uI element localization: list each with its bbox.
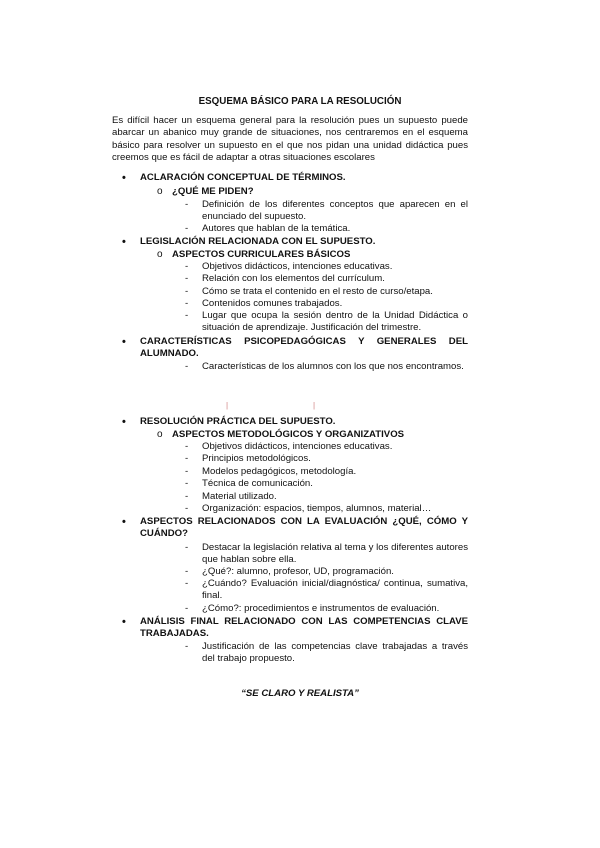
list-item: - Autores que hablan de la temática. xyxy=(185,223,351,234)
circle-bullet-icon: o xyxy=(157,249,163,260)
dash-bullet-icon: - xyxy=(185,542,189,553)
list-item: - Objetivos didácticos, intenciones educativas. xyxy=(185,261,393,272)
list-item: - Definición de los diferentes conceptos que aparecen en el enunciado del supuesto. xyxy=(185,199,468,223)
list-item: - ¿Cuándo? Evaluación inicial/diagnóstica/ continua, sumativa, final. xyxy=(185,578,468,602)
list-item: - Destacar la legislación relativa al tema y los diferentes autores que hablan sobre ella. xyxy=(185,542,468,566)
section-heading: • ASPECTOS RELACIONADOS CON LA EVALUACIÓN ¿QUÉ, CÓMO Y CUÁNDO? xyxy=(122,516,468,540)
dash-bullet-icon: - xyxy=(185,566,189,577)
dash-bullet-icon: - xyxy=(185,478,189,489)
circle-bullet-icon: o xyxy=(157,429,163,440)
dash-bullet-icon: - xyxy=(185,503,189,514)
dash-bullet-icon: - xyxy=(185,578,189,589)
dash-bullet-icon: - xyxy=(185,491,189,502)
list-item: - Relación con los elementos del currículum. xyxy=(185,273,385,284)
bullet-icon: • xyxy=(122,236,126,248)
bullet-icon: • xyxy=(122,336,126,348)
list-item: - Técnica de comunicación. xyxy=(185,478,313,489)
list-item: - Cómo se trata el contenido en el resto de curso/etapa. xyxy=(185,286,433,297)
dash-bullet-icon: - xyxy=(185,261,189,272)
dash-bullet-icon: - xyxy=(185,223,189,234)
dash-bullet-icon: - xyxy=(185,199,189,210)
dash-bullet-icon: - xyxy=(185,441,189,452)
circle-bullet-icon: o xyxy=(157,186,163,197)
list-item: - ¿Cómo?: procedimientos e instrumentos de evaluación. xyxy=(185,603,440,614)
list-item: - ¿Qué?: alumno, profesor, UD, programación. xyxy=(185,566,394,577)
dash-bullet-icon: - xyxy=(185,273,189,284)
dash-bullet-icon: - xyxy=(185,466,189,477)
intro-paragraph: Es difícil hacer un esquema general para la resolución pues un supuesto puede abarcar un abanico muy grande de situaciones, nos centraremos en el esquema básico para resolver un supuesto en el que nos pidan una unidad didáctica pues creemos que es fácil de adaptar a otras situaciones escolares xyxy=(112,115,468,164)
bullet-icon: • xyxy=(122,172,126,184)
subheading: o ¿QUÉ ME PIDEN? xyxy=(157,186,254,197)
bullet-icon: • xyxy=(122,516,126,528)
section-heading: • ACLARACIÓN CONCEPTUAL DE TÉRMINOS. xyxy=(122,172,346,184)
page-title: ESQUEMA BÁSICO PARA LA RESOLUCIÓN xyxy=(198,96,402,107)
dash-bullet-icon: - xyxy=(185,453,189,464)
list-item: - Objetivos didácticos, intenciones educativas. xyxy=(185,441,393,452)
dash-bullet-icon: - xyxy=(185,361,189,372)
list-item: - Características de los alumnos con los que nos encontramos. xyxy=(185,361,464,372)
section-heading: • RESOLUCIÓN PRÁCTICA DEL SUPUESTO. xyxy=(122,416,336,428)
bullet-icon: • xyxy=(122,416,126,428)
list-item: - Modelos pedagógicos, metodología. xyxy=(185,466,357,477)
dash-bullet-icon: - xyxy=(185,603,189,614)
list-item: - Justificación de las competencias clave trabajadas a través del trabajo propuesto. xyxy=(185,641,468,665)
list-item: - Lugar que ocupa la sesión dentro de la Unidad Didáctica o situación de aprendizaje. Justificación del trimestre. xyxy=(185,310,468,334)
list-item: - Contenidos comunes trabajados. xyxy=(185,298,343,309)
dash-bullet-icon: - xyxy=(185,286,189,297)
stray-mark: | xyxy=(313,401,316,410)
closing-quote: “SE CLARO Y REALISTA” xyxy=(241,688,359,699)
section-heading: • LEGISLACIÓN RELACIONADA CON EL SUPUESTO. xyxy=(122,236,376,248)
dash-bullet-icon: - xyxy=(185,310,189,321)
dash-bullet-icon: - xyxy=(185,298,189,309)
subheading: o ASPECTOS CURRICULARES BÁSICOS xyxy=(157,249,351,260)
list-item: - Principios metodológicos. xyxy=(185,453,311,464)
stray-mark: | xyxy=(226,401,229,410)
section-heading: • CARACTERÍSTICAS PSICOPEDAGÓGICAS Y GENERALES DEL ALUMNADO. xyxy=(122,336,468,360)
bullet-icon: • xyxy=(122,616,126,628)
list-item: - Material utilizado. xyxy=(185,491,277,502)
list-item: - Organización: espacios, tiempos, alumnos, material… xyxy=(185,503,432,514)
section-heading: • ANÁLISIS FINAL RELACIONADO CON LAS COMPETENCIAS CLAVE TRABAJADAS. xyxy=(122,616,468,640)
dash-bullet-icon: - xyxy=(185,641,189,652)
subheading: o ASPECTOS METODOLÓGICOS Y ORGANIZATIVOS xyxy=(157,429,405,440)
